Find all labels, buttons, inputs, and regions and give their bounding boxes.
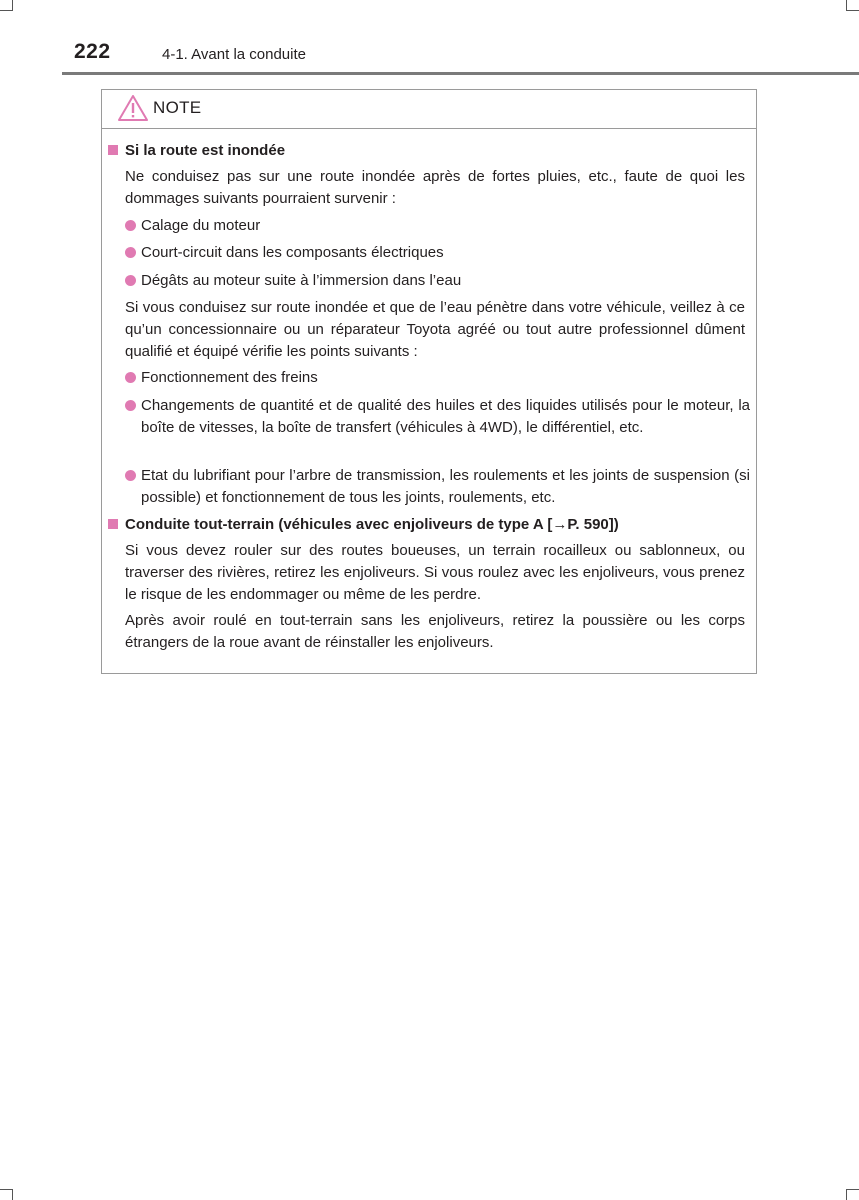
section-title: 4-1. Avant la conduite [162, 46, 306, 63]
square-bullet-icon [108, 145, 118, 155]
list-item [125, 395, 750, 439]
round-bullet-icon [125, 470, 136, 481]
list-item-text: Dégâts au moteur suite à l’immersion dans l’eau [141, 272, 462, 289]
list-item [125, 242, 750, 264]
paragraph: Après avoir roulé en tout-terrain sans les enjoliveurs, retirez la poussière ou les corps étrangers de la roue avant de réinstaller les enjoliveurs. [125, 612, 745, 651]
section-heading [108, 516, 619, 533]
list-item [125, 465, 750, 509]
header-rule [62, 72, 859, 75]
note-box [101, 89, 757, 674]
list-item-text: Fonctionnement des freins [141, 369, 318, 386]
list-item [125, 215, 750, 237]
list-item-text: Calage du moteur [141, 217, 261, 234]
round-bullet-icon [125, 220, 136, 231]
list-item [125, 270, 750, 292]
crop-mark [846, 0, 847, 11]
square-bullet-icon [108, 519, 118, 529]
round-bullet-icon [125, 247, 136, 258]
crop-mark [847, 10, 859, 11]
round-bullet-icon [125, 275, 136, 286]
crop-mark [0, 1189, 12, 1190]
heading-text: Si la route est inondée [125, 142, 286, 159]
paragraph: Si vous conduisez sur route inondée et que de l’eau pénètre dans votre véhicule, veillez à ce qu’un concessionnaire ou un réparateur Toyota agréé ou tout autre professionnel dûment qualifié et équipé vérifie les points suivants : [125, 299, 745, 360]
round-bullet-icon [125, 372, 136, 383]
round-bullet-icon [125, 400, 136, 411]
list-item-text: Etat du lubrifiant pour l’arbre de transmission, les roulements et les joints de suspension (si possible) et fonctionnement de tous les joints, roulements, etc. [141, 467, 750, 506]
crop-mark [847, 1189, 859, 1190]
heading-text: Conduite tout-terrain (véhicules avec enjoliveurs de type A [→P. 590]) [125, 516, 619, 533]
crop-mark [12, 1189, 13, 1200]
section-heading [108, 142, 285, 159]
crop-mark [846, 1189, 847, 1200]
page-number: 222 [74, 40, 111, 63]
warning-triangle-icon [117, 94, 149, 122]
list-item-text: Court-circuit dans les composants électriques [141, 244, 444, 261]
crop-mark [12, 0, 13, 11]
paragraph: Ne conduisez pas sur une route inondée après de fortes pluies, etc., faute de quoi les dommages suivants pourraient survenir : [125, 168, 745, 207]
note-header [102, 90, 756, 129]
list-item-text: Changements de quantité et de qualité des huiles et des liquides utilisés pour le moteur, la boîte de vitesses, la boîte de transfert (véhicules à 4WD), le différentiel, etc. [141, 397, 750, 436]
crop-mark [0, 10, 12, 11]
paragraph: Si vous devez rouler sur des routes boueuses, un terrain rocailleux ou sablonneux, ou traverser des rivières, retirez les enjoliveurs. Si vous roulez avec les enjoliveurs, vous prenez le risque de les endommager ou même de les perdre. [125, 542, 745, 603]
list-item [125, 367, 750, 389]
note-title: NOTE [153, 98, 202, 117]
